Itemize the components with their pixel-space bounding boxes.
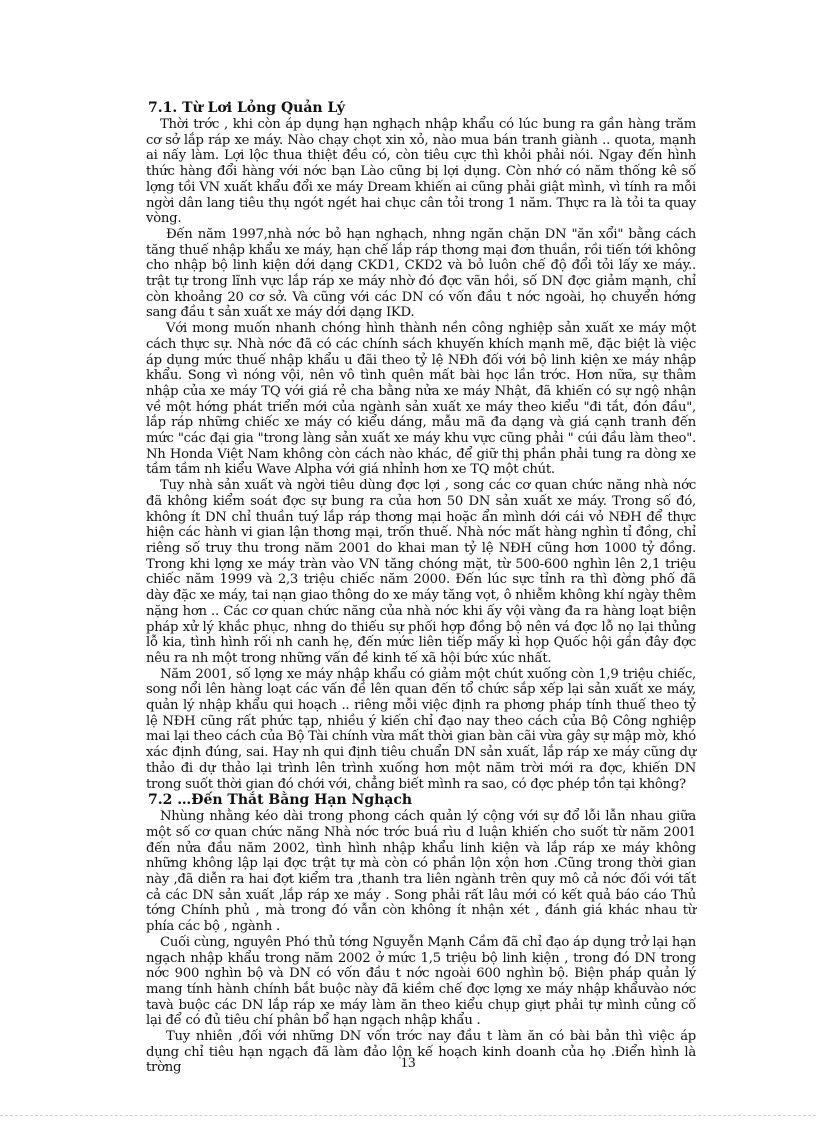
page-bottom-divider	[0, 1115, 816, 1116]
paragraph: Năm 2001, số lợng xe máy nhập khẩu có giảm một chút xuống còn 1,9 triệu chiếc, song nổi lên hàng loạt các vấn đề lên quan đến tổ chức sắp xếp lại sản xuất xe máy, quản lý nhập khẩu qui hoạch .. riêng mỗi việc định ra phơng pháp tính thuế theo tỷ lệ NĐH cũng rất phức tạp, nhiều ý kiến chỉ đạo nay theo cách của Bộ Công nghiệp mai lại theo cách của Bộ Tài chính vừa mất thời gian bàn cãi vừa gây sự mập mờ, khó xác định đúng, sai. Hay nh qui định tiêu chuẩn DN sản xuất, lắp ráp xe máy cũng dự thảo đi dự thảo lại trình lên trình xuống hơn một năm trời mới ra đợc, khiến DN trong suốt thời gian đó chới với, chẳng biết mình ra sao, có đợc phép tồn tại không?	[146, 666, 696, 792]
page-body	[146, 100, 696, 1076]
page-number: 13	[400, 1055, 416, 1071]
paragraph: Cuối cùng, nguyên Phó thủ tớng Nguyễn Mạnh Cầm đã chỉ đạo áp dụng trở lại hạn ngạch nhập khẩu trong năm 2002 ở mức 1,5 triệu bộ linh kiện , trong đó DN trong nớc 900 nghìn bộ và DN có vốn đầu t nớc ngoài 600 nghìn bộ. Biện pháp quản lý mang tính hành chính bắt buộc này đã kiềm chế đợc lợng xe máy nhập khẩuvào nớc tavà buộc các DN lắp ráp xe máy làm ăn theo kiểu chụp giựt phải tự mình củng cố lại để có đủ tiêu chí phân bổ hạn ngạch nhập khẩu .	[146, 934, 696, 1029]
section-heading: 7.1. Từ Lơi Lỏng Quản Lý	[148, 100, 345, 116]
paragraph: Đến năm 1997,nhà nớc bỏ hạn nghạch, nhng ngăn chặn DN "ăn xổi" bằng cách tăng thuế nhập khẩu xe máy, hạn chế lắp ráp thơng mại đơn thuần, rồi tiến tới không cho nhập bộ linh kiện dới dạng CKD1, CKD2 và bỏ luôn chế độ đổi tỏi lấy xe máy.. trật tự trong lĩnh vực lắp ráp xe máy nhờ đó đợc vãn hồi, số DN đợc giảm mạnh, chỉ còn khoảng 20 cơ sở. Và cũng với các DN có vốn đầu t nớc ngoài, họ chuyển hớng sang đầu t sản xuất xe máy dới dạng IKD.	[146, 226, 696, 321]
section-heading: 7.2 …Đến Thắt Bằng Hạn Nghạch	[148, 792, 413, 809]
paragraph: Nhùng nhằng kéo dài trong phong cách quản lý cộng với sự đổ lỗi lẫn nhau giữa một số cơ quan chức năng Nhà nớc trớc buá rìu d luận khiến cho suốt từ năm 2001 đến nửa đầu năm 2002, tình hình nhập khẩu linh kiện và lắp ráp xe máy không những không lập lại đợc trật tự mà còn có phần lộn xộn hơn .Cũng trong thời gian này ,đã diễn ra hai đợt kiểm tra ,thanh tra liên ngành trên quy mô cả nớc đối với tất cả các DN sản xuất ,lắp ráp xe máy . Song phải rất lâu mới có kết quả báo cáo Thủ tớng Chính phủ , mà trong đó vẫn còn không ít nhận xét , đánh giá khác nhau từ phía các bộ , ngành .	[146, 809, 696, 935]
paragraph: Với mong muốn nhanh chóng hình thành nền công nghiệp sản xuất xe máy một cách thực sự. Nhà nớc đã có các chính sách khuyến khích mạnh mẽ, đặc biệt là việc áp dụng mức thuế nhập khẩu u đãi theo tỷ lệ NĐh đối với bộ linh kiện xe máy nhập khẩu. Song vì nóng vội, nên vô tình quên mất bài học lần trớc. Hơn nữa, sự thâm nhập của xe máy TQ với giá rẻ cha bằng nửa xe máy Nhật, đã khiến có sự ngộ nhận về một hớng phát triển mới của ngành sản xuất xe máy theo kiểu "đi tắt, đón đầu", lắp ráp những chiếc xe máy có kiểu dáng, mẫu mã đa dạng và giá cạnh tranh đến mức "các đại gia "trong làng sản xuất xe máy khu vực cũng phải " cúi đầu làm theo". Nh Honda Việt Nam không còn cách nào khác, để giữ thị phần phải tung ra dòng xe tầm tầm nh kiểu Wave Alpha với giá nhỉnh hơn xe TQ một chút.	[146, 321, 696, 478]
paragraph: Tuy nhiên ,đối với những DN vốn trớc nay đầu t làm ăn có bài bản thì việc áp dụng chỉ tiêu hạn ngạch đã làm đảo lộn kế hoạch kinh doanh của họ .Điển hình là trờng	[146, 1029, 696, 1076]
paragraph: Tuy nhà sản xuất và ngời tiêu dùng đợc lợi , song các cơ quan chức năng nhà nớc đã không kiểm soát đợc sự bung ra của hơn 50 DN sản xuất xe máy. Trong số đó, không ít DN chỉ thuần tuý lắp ráp thơng mại hoặc ẩn mình dới cái vỏ NĐH để thực hiện các hành vi gian lận thơng mại, trốn thuế. Nhà nớc mất hàng nghìn tỉ đồng, chỉ riêng số truy thu trong năm 2001 do khai man tỷ lệ NĐH cũng hơn 1000 tỷ đồng. Trong khi lợng xe máy tràn vào VN tăng chóng mặt, từ 500-600 nghìn lên 2,1 triệu chiếc năm 1999 và 2,3 triệu chiếc năm 2000. Đến lúc sực tỉnh ra thì đờng phố đã dày đặc xe máy, tai nạn giao thông do xe máy tăng vọt, ô nhiễm không khí ngày thêm nặng hơn .. Các cơ quan chức năng của nhà nớc khi ấy vội vàng đa ra hàng loạt biện pháp xử lý khắc phục, nhng do thiếu sự phối hợp đồng bộ nên vá đợc lỗ nọ lại thủng lỗ kia, tình hình rối nh canh hẹ, đến mức liên tiếp mấy kì họp Quốc hội gần đây đợc nêu ra nh một trong những vấn đề kinh tế xã hội bức xúc nhất.	[146, 478, 696, 666]
paragraph: Thời trớc , khi còn áp dụng hạn nghạch nhập khẩu có lúc bung ra gần hàng trăm cơ sở lắp ráp xe máy. Nào chạy chọt xin xỏ, nào mua bán tranh giành .. quota, mạnh ai nấy làm. Lợi lộc thua thiệt đều có, còn tiêu cực thì khỏi phải nói. Ngay đến hình thức hàng đổi hàng với nớc bạn Lào cũng bị lợi dụng. Còn nhớ có năm thống kê số lợng tồi VN xuất khẩu đổi xe máy Dream khiến ai cũng phải giật mình, vì tính ra mỗi ngời dân lang tiêu thụ ngót ngét hai chục cân tỏi trong 1 năm. Thực ra là tỏi ta quay vòng.	[146, 117, 696, 227]
